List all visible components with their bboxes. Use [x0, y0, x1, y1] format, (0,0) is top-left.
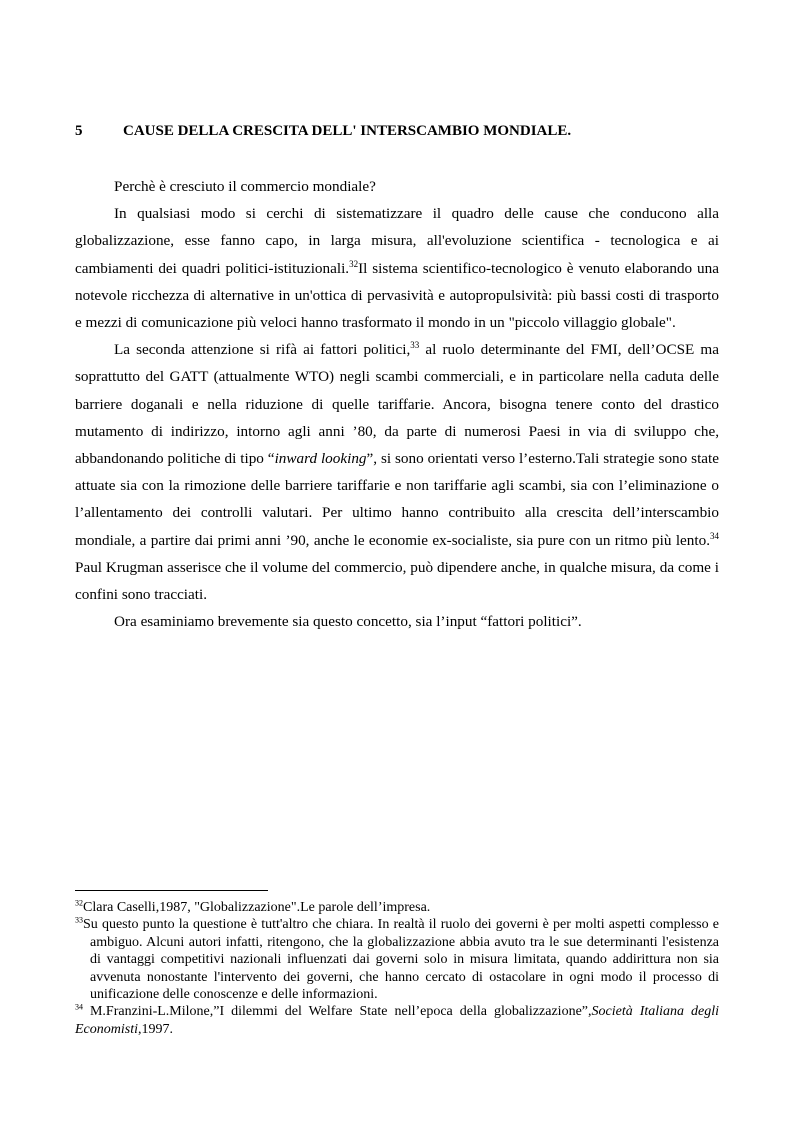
italic-term: inward looking [274, 450, 367, 468]
section-number: 5 [75, 123, 83, 139]
paragraph [75, 173, 719, 200]
footnote-text: Clara Caselli,1987, "Globalizzazione".Le parole dell’impresa. [83, 900, 431, 915]
paragraph-text: Perchè è cresciuto il commercio mondiale? [114, 178, 376, 195]
paragraph-text: In qualsiasi modo si cerchi di sistematizzare il quadro delle cause che conducono alla globalizzazione, esse fanno capo, in larga misura, all'evoluzione scientifica - tecnologica e ai cambiamenti dei quadri politici-istituzionali. [75, 205, 719, 277]
footnote-32 [75, 899, 719, 916]
footnote-33 [75, 916, 719, 1003]
paragraph-text: Ora esaminiamo brevemente sia questo concetto, sia l’input “fattori politici”. [114, 613, 582, 631]
footnote-ref[interactable]: 34 [710, 530, 719, 541]
footnote-text: Su questo punto la questione è tutt'altro che chiara. In realtà il ruolo dei governi è per molti aspetti complesso e ambiguo. Alcuni autori infatti, ritengono, che la globalizzazione abbia avuto tra le sue determinanti l'esistenza di vantaggi competitivi nazionali influenzati dai governi solo in misura limitata, quando addirittura non sia avvenuta nonostante l'intervento dei governi, che hanno cercato di ostacolare in ogni modo il processo di unificazione delle conoscenze e delle informazioni. [83, 917, 719, 1003]
paragraph-text: ”, si sono orientati verso l’esterno.Tali strategie sono state attuate sia con la rimozione delle barriere tariffarie e non tariffarie agli scambi, sia con l’eliminazione o l’allentamento dei controlli valutari. Per ultimo hanno contribuito alla crescita dell’interscambio mondiale, a partire dai primi anni ’90, anche le economie ex-socialiste, sia pure con un ritmo più lento. [75, 450, 719, 549]
section-heading [75, 122, 725, 140]
footnote-number: 33 [75, 915, 83, 925]
footnote-ref[interactable]: 33 [410, 340, 420, 351]
footnotes [75, 899, 719, 1038]
paragraph [75, 336, 719, 608]
footnote-34 [75, 1003, 719, 1038]
footnote-separator [75, 890, 268, 891]
paragraph-text: al ruolo determinante del FMI, dell’OCSE ma soprattutto del GATT (attualmente WTO) negli scambi commerciali, e in particolare nella caduta delle barriere doganali e nella riduzione di quelle tariffarie. Ancora, bisogna tenere conto del drastico mutamento di indirizzo, intorno agli anni ’80, da parte di numerosi Paesi in via di sviluppo che, abbandonando politiche di tipo “ [75, 341, 719, 468]
paragraph-text: Paul Krugman asserisce che il volume del commercio, può dipendere anche, in qualche misura, da come i confini sono tracciati. [75, 558, 719, 604]
footnote-number: 34 [75, 1002, 83, 1012]
paragraph [75, 200, 719, 336]
footnote-text: ,1997. [138, 1021, 173, 1037]
journal-title: Società Italiana degli Economisti [75, 1004, 719, 1037]
paragraph [75, 608, 719, 635]
footnote-text: M.Franzini-L.Milone,”I dilemmi del Welfare State nell’epoca della globalizzazione”, [83, 1004, 592, 1020]
footnote-number: 32 [75, 898, 83, 908]
paragraph-text: Il sistema scientifico-tecnologico è venuto elaborando una notevole ricchezza di alternative in un'ottica di pervasività e autopropulsività: più bassi costi di trasporto e mezzi di comunicazione più veloci hanno trasformato il mondo in un "piccolo villaggio globale". [75, 259, 719, 332]
body-text [75, 173, 719, 635]
footnote-ref[interactable]: 32 [349, 258, 359, 269]
paragraph-text: La seconda attenzione si rifà ai fattori politici, [114, 341, 411, 359]
section-title: CAUSE DELLA CRESCITA DELL' INTERSCAMBIO MONDIALE. [123, 123, 572, 139]
